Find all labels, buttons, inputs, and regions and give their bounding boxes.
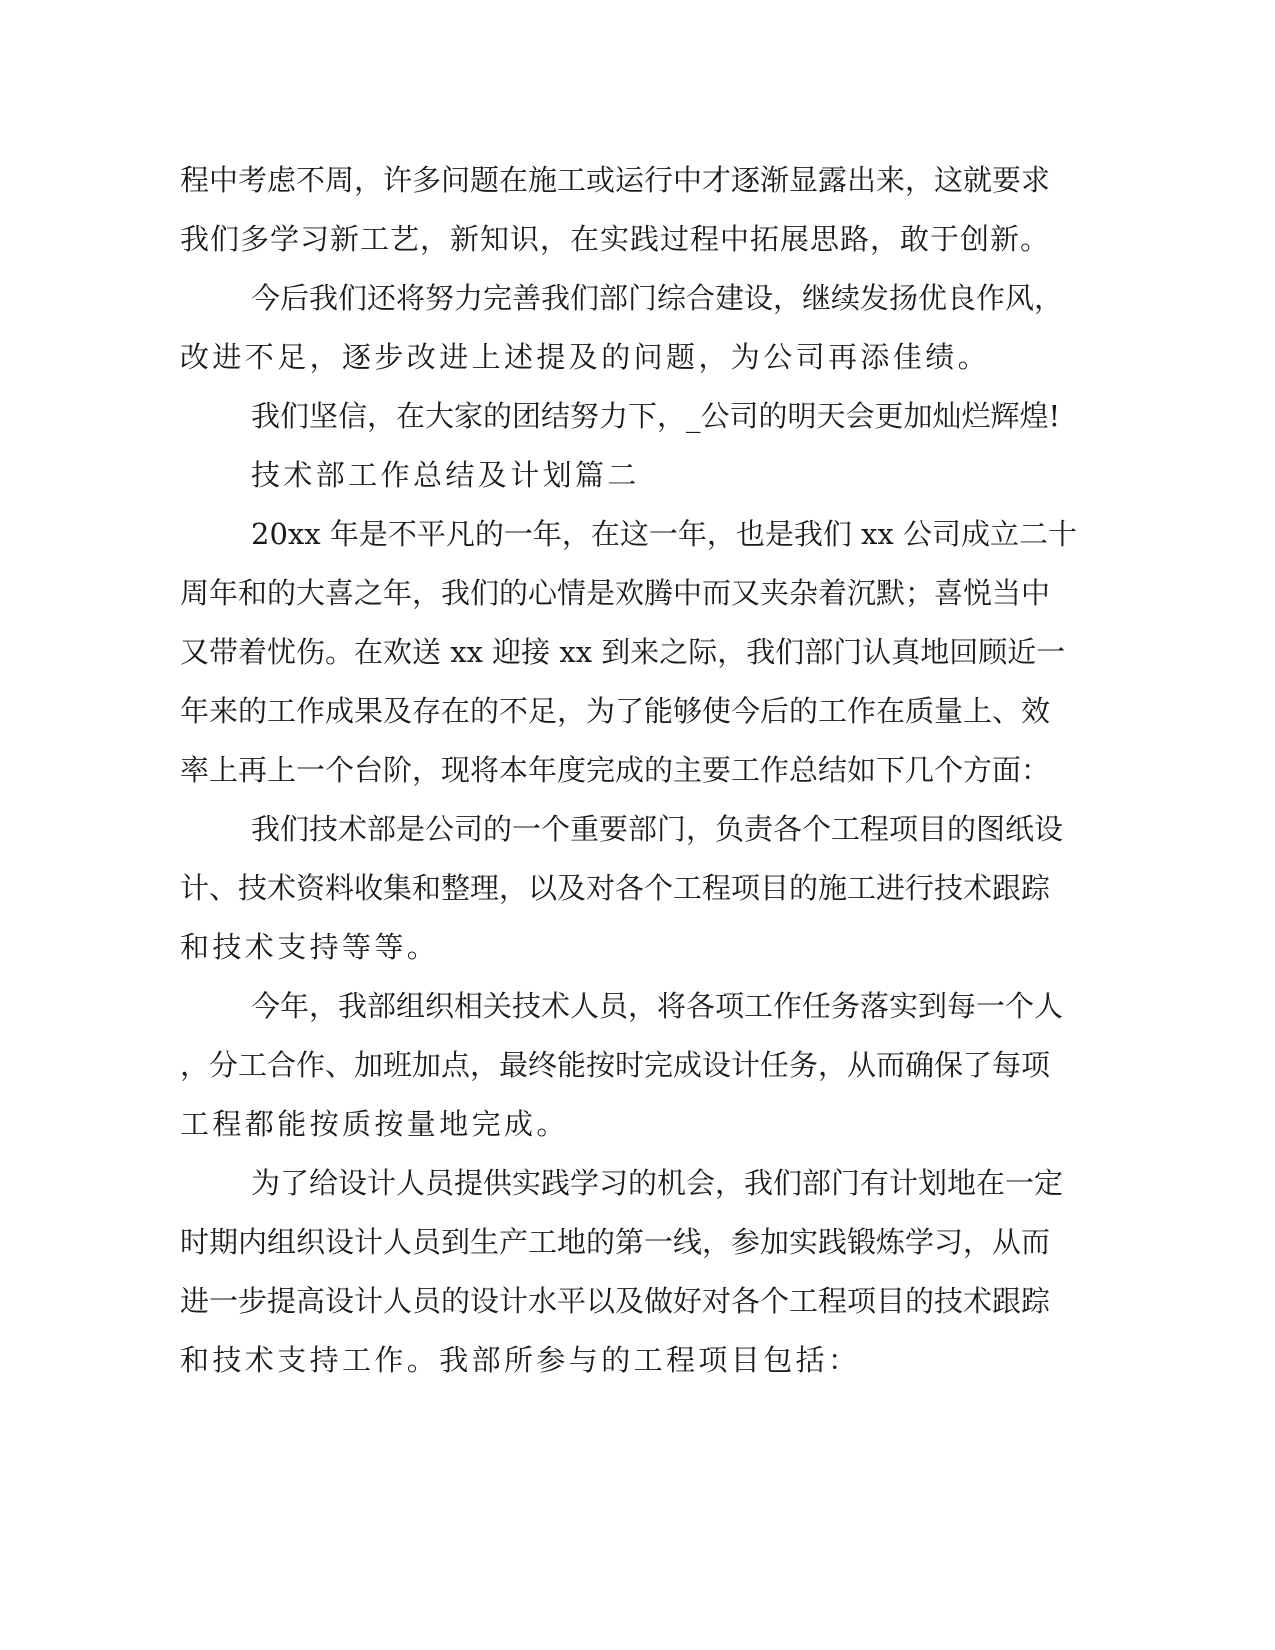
text-line-1: 程中考虑不周，许多问题在施工或运行中才逐渐显露出来，这就要求 — [180, 163, 1051, 197]
section-heading: 技术部工作总结及计划篇二 — [251, 458, 640, 492]
text-line-7: 20xx 年是不平凡的一年，在这一年，也是我们 xx 公司成立二十 — [251, 517, 1077, 551]
text-line-5: 我们坚信，在大家的团结努力下，_公司的明天会更加灿烂辉煌! — [251, 399, 1061, 433]
text-line-3: 今后我们还将努力完善我们部门综合建设，继续发扬优良作风， — [251, 281, 1064, 315]
text-line-16: ，分工合作、加班加点，最终能按时完成设计任务，从而确保了每项 — [180, 1048, 1051, 1082]
text-line-2: 我们多学习新工艺，新知识，在实践过程中拓展思路，敢于创新。 — [180, 222, 1051, 256]
text-line-9: 又带着忧伤。在欢送 xx 迎接 xx 到来之际，我们部门认真地回顾近一 — [180, 635, 1066, 669]
text-line-21: 和技术支持工作。我部所参与的工程项目包括： — [180, 1343, 861, 1377]
text-line-10: 年来的工作成果及存在的不足，为了能够使今后的工作在质量上、效 — [180, 694, 1051, 728]
text-line-15: 今年，我部组织相关技术人员，将各项工作任务落实到每一个人 — [251, 989, 1064, 1023]
text-line-12: 我们技术部是公司的一个重要部门，负责各个工程项目的图纸设 — [251, 812, 1064, 846]
text-line-14: 和技术支持等等。 — [180, 930, 440, 964]
text-line-8: 周年和的大喜之年，我们的心情是欢腾中而又夹杂着沉默；喜悦当中 — [180, 576, 1051, 610]
text-line-11: 率上再上一个台阶，现将本年度完成的主要工作总结如下几个方面： — [180, 753, 1051, 787]
text-line-4: 改进不足，逐步改进上述提及的问题，为公司再添佳绩。 — [180, 340, 991, 374]
text-line-19: 时期内组织设计人员到生产工地的第一线，参加实践锻炼学习，从而 — [180, 1225, 1051, 1259]
text-line-18: 为了给设计人员提供实践学习的机会，我们部门有计划地在一定 — [251, 1166, 1064, 1200]
text-line-20: 进一步提高设计人员的设计水平以及做好对各个工程项目的技术跟踪 — [180, 1284, 1051, 1318]
text-line-13: 计、技术资料收集和整理，以及对各个工程项目的施工进行技术跟踪 — [180, 871, 1051, 905]
text-line-17: 工程都能按质按量地完成。 — [180, 1107, 569, 1141]
